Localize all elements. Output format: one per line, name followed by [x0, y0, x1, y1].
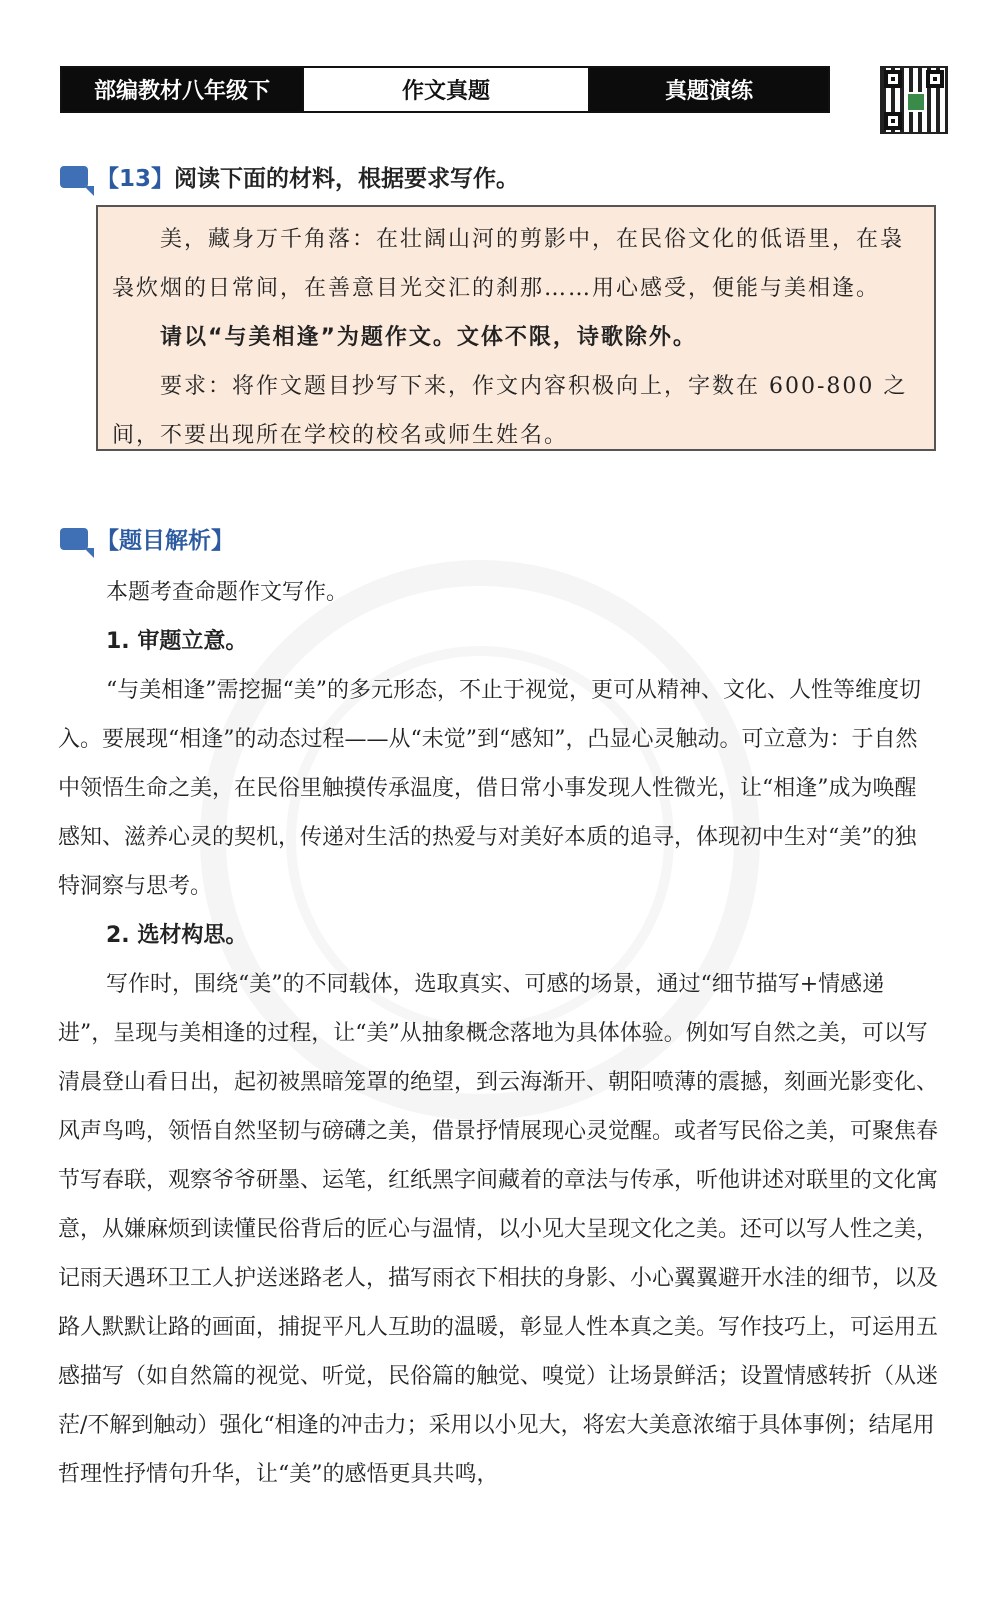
header-category-label: 作文真题 — [302, 68, 590, 111]
question-title: 阅读下面的材料，根据要求写作。 — [174, 166, 520, 192]
analysis-title: 【题目解析】 — [96, 528, 234, 554]
point1-text: “与美相逢”需挖掘“美”的多元形态，不止于视觉，更可从精神、文化、人性等维度切入。要展现“相逢”的动态过程——从“未觉”到“感知”，凸显心灵触动。可立意为：于自然中领悟生命之美，在民俗里触摸传承温度，借日常小事发现人性微光，让“相逢”成为唤醒感知、滋养心灵的契机，传递对生活的热爱与对美好本质的追寻，体现初中生对“美”的独特洞察与思考。 — [58, 678, 921, 899]
analysis-intro: 本题考查命题作文写作。 — [106, 580, 349, 605]
material-box — [96, 205, 936, 451]
analysis-heading — [60, 522, 234, 555]
point1-title: 1. 审题立意。 — [106, 629, 248, 654]
speech-bubble-icon — [60, 528, 88, 550]
analysis-body — [58, 568, 938, 1499]
question-heading — [60, 160, 519, 193]
header-grade-label: 部编教材八年级下 — [62, 68, 302, 111]
point2-text: 写作时，围绕“美”的不同载体，选取真实、可感的场景，通过“细节描写+情感递进”，呈现与美相逢的过程，让“美”从抽象概念落地为具体体验。例如写自然之美，可以写清晨登山看日出，起初被黑暗笼罩的绝望，到云海渐开、朝阳喷薄的震撼，刻画光影变化、风声鸟鸣，领悟自然坚韧与磅礴之美，借景抒情展现心灵觉醒。或者写民俗之美，可聚焦春节写春联，观察爷爷研墨、运笔，红纸黑字间藏着的章法与传承，听他讲述对联里的文化寓意，从嫌麻烦到读懂民俗背后的匠心与温情，以小见大呈现文化之美。还可以写人性之美，记雨天遇环卫工人护送迷路老人，描写雨衣下相扶的身影、小心翼翼避开水洼的细节，以及路人默默让路的画面，捕捉平凡人互助的温暖，彰显人性本真之美。写作技巧上，可运用五感描写（如自然篇的视觉、听觉，民俗篇的触觉、嗅觉）让场景鲜活；设置情感转折（从迷茫/不解到触动）强化“相逢的冲击力；采用以小见大，将宏大美意浓缩于具体事例；结尾用哲理性抒情句升华，让“美”的感悟更具共鸣， — [58, 972, 939, 1487]
speech-bubble-icon — [60, 166, 88, 188]
header-section-label: 真题演练 — [590, 68, 828, 111]
essay-prompt: 请以“与美相逢”为题作文。文体不限，诗歌除外。 — [160, 325, 697, 350]
point2-title: 2. 选材构思。 — [106, 923, 248, 948]
header-bar — [60, 66, 830, 113]
essay-requirement: 要求：将作文题目抄写下来，作文内容积极向上，字数在 600-800 之间，不要出现所在学校的校名或师生姓名。 — [112, 374, 908, 448]
qr-code — [880, 66, 948, 134]
material-text: 美，藏身万千角落：在壮阔山河的剪影中，在民俗文化的低语里，在袅袅炊烟的日常间，在善意目光交汇的刹那……用心感受，便能与美相逢。 — [112, 227, 905, 301]
question-number: 【13】 — [96, 166, 175, 192]
